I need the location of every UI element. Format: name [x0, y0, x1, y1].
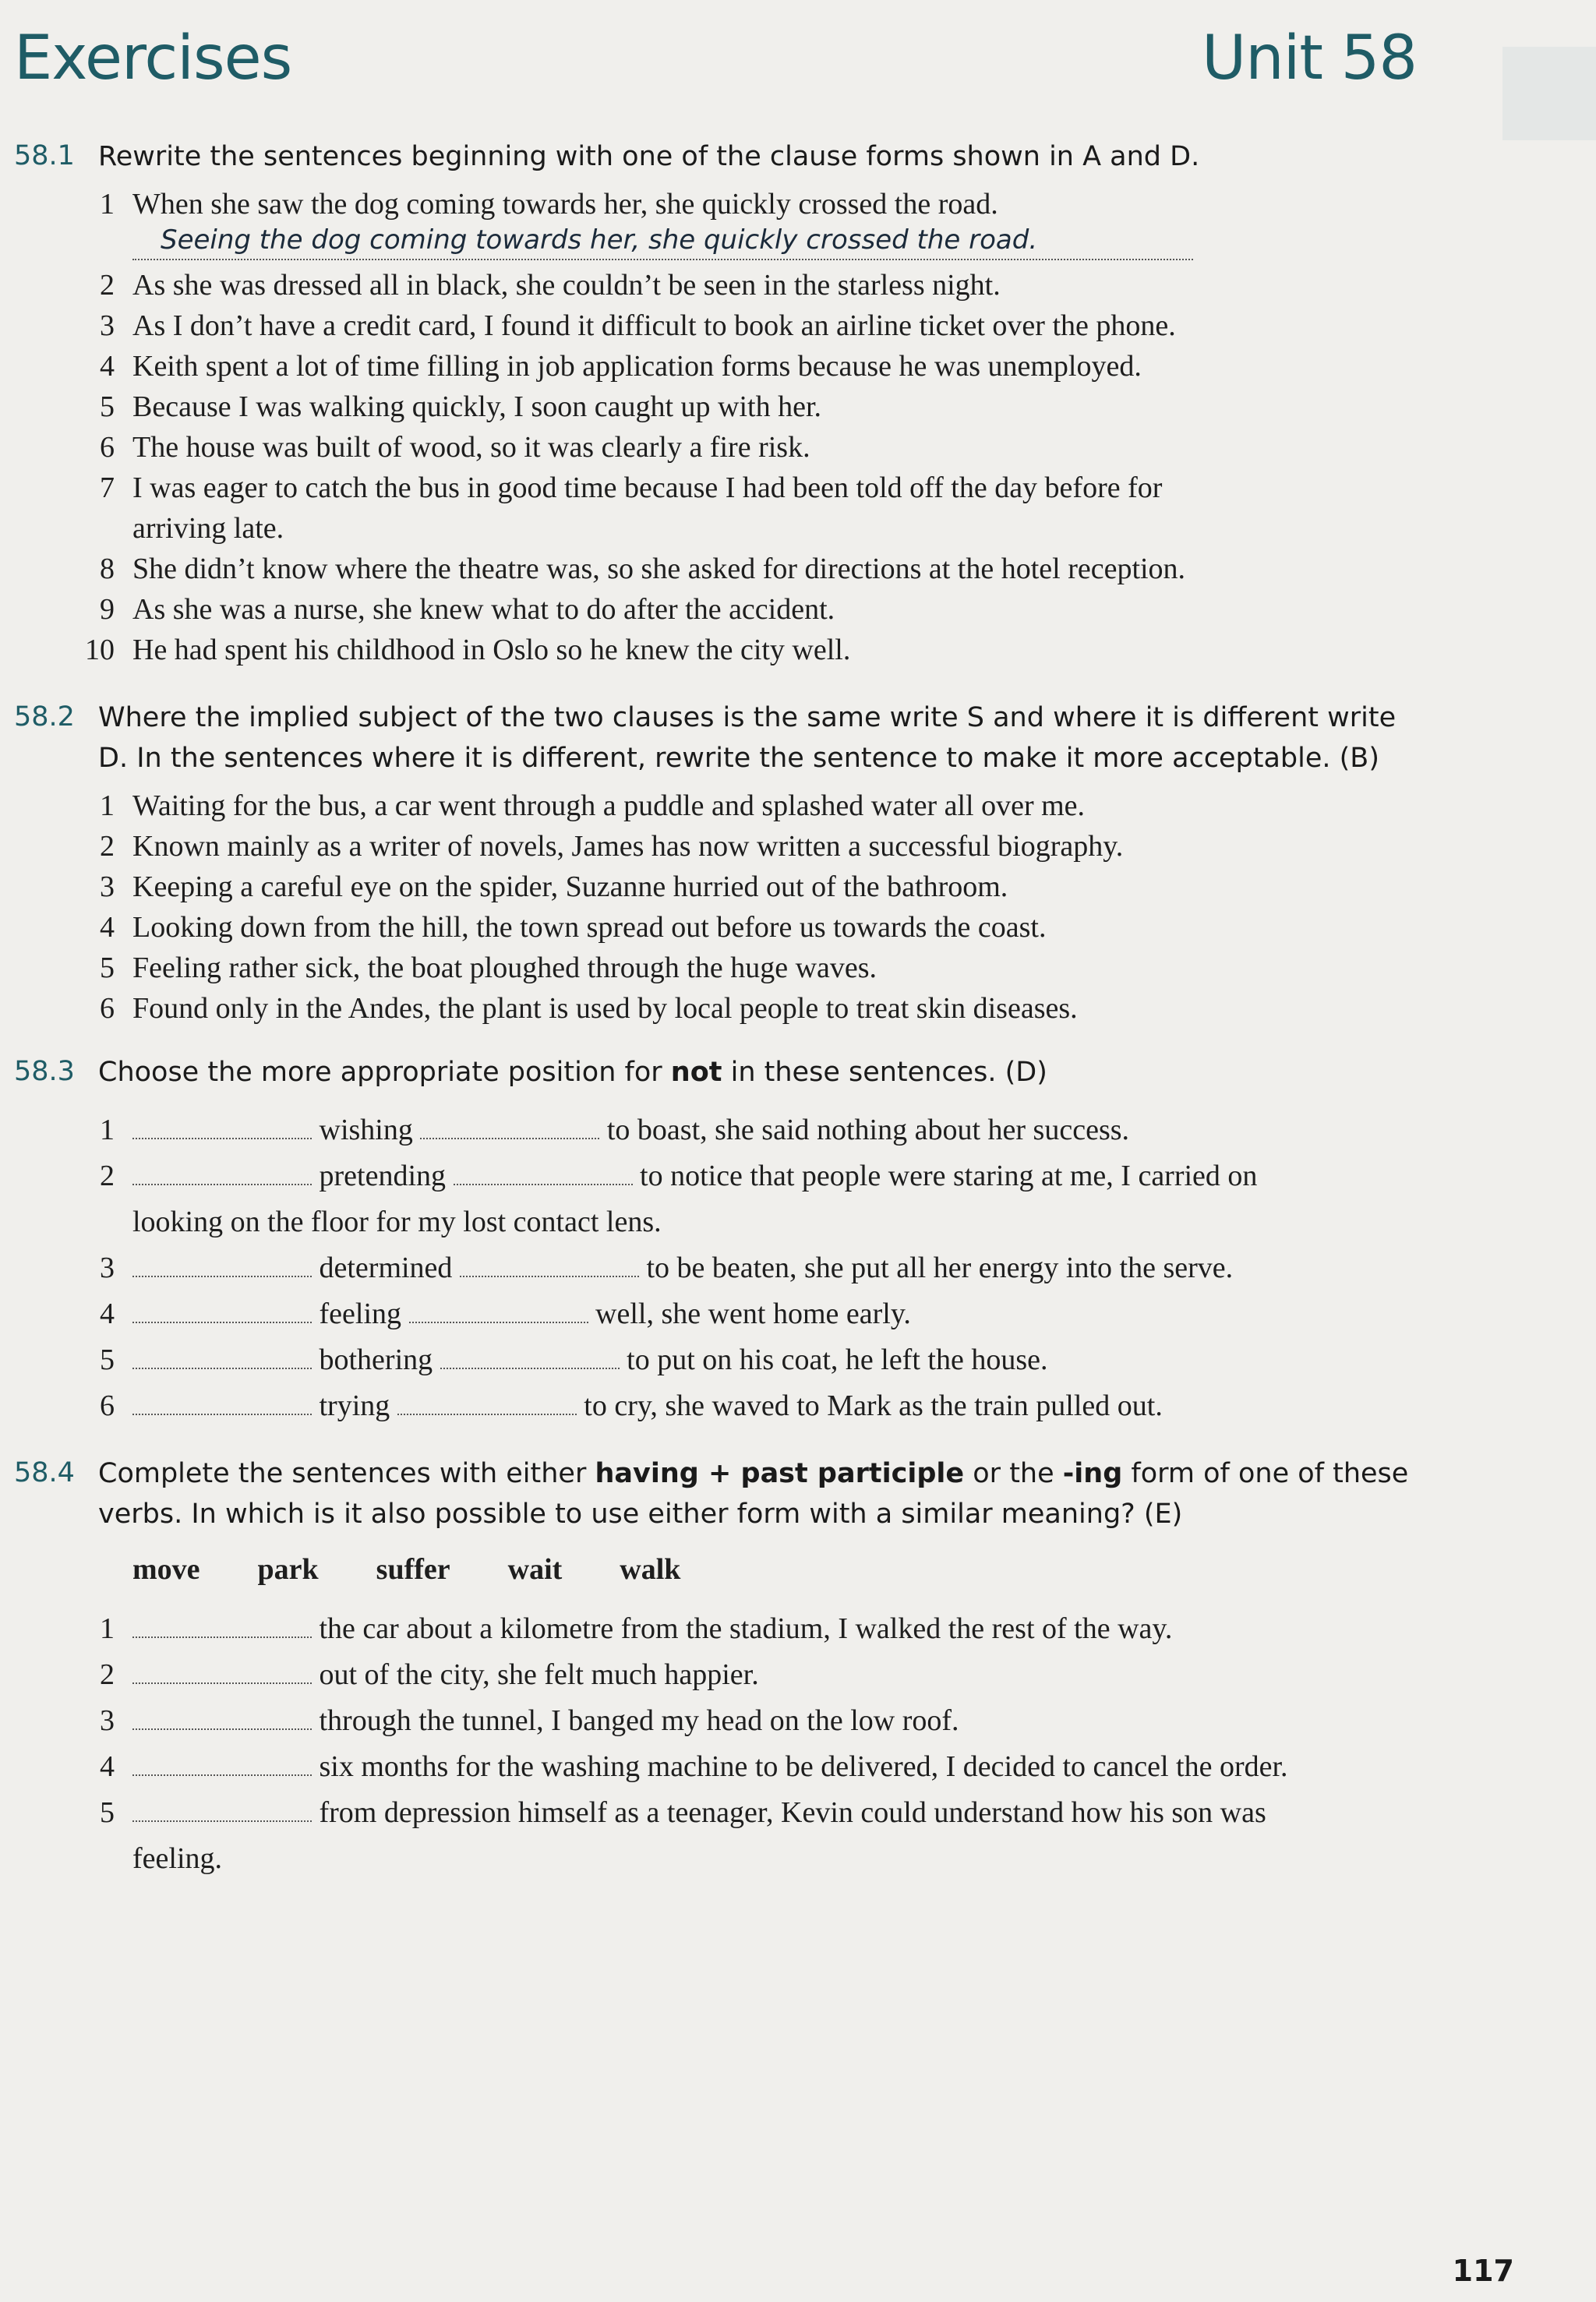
item-text-line2: looking on the floor for my lost contact lens.	[132, 1206, 662, 1238]
item-number: 2	[100, 1658, 115, 1691]
exercise-number: 58.3	[14, 1056, 75, 1087]
instruction-keyword: -ing	[1062, 1458, 1123, 1489]
answer-blank[interactable]	[132, 1114, 312, 1139]
answer-blank[interactable]	[460, 1252, 639, 1277]
page-title: Exercises	[14, 23, 292, 94]
verb-word: wait	[507, 1553, 563, 1586]
answer-blank[interactable]	[454, 1160, 633, 1185]
item-number: 2	[100, 830, 115, 863]
item-text: The house was built of wood, so it was clearly a fire risk.	[132, 431, 810, 464]
item-word: wishing	[319, 1114, 413, 1146]
item-text: Because I was walking quickly, I soon caught up with her.	[132, 390, 822, 423]
answer-blank[interactable]	[132, 1751, 312, 1776]
item-text: to put on his coat, he left the house.	[627, 1343, 1048, 1376]
exercise-instruction	[98, 1052, 1423, 1093]
item-number: 9	[100, 593, 115, 626]
item-number: 6	[100, 992, 115, 1025]
item-number: 8	[100, 553, 115, 585]
answer-blank[interactable]	[420, 1114, 599, 1139]
item-number: 1	[100, 1114, 115, 1146]
answer-blank[interactable]	[409, 1298, 588, 1323]
item-number: 3	[100, 870, 115, 903]
instruction-text: form of one of these	[1122, 1458, 1409, 1489]
item-text: to boast, she said nothing about her success.	[606, 1114, 1130, 1146]
item-text: As I don’t have a credit card, I found it difficult to book an airline ticket over the phone.	[132, 309, 1176, 342]
item-number: 1	[100, 1612, 115, 1645]
answer-blank[interactable]	[440, 1344, 620, 1369]
item-number: 4	[100, 350, 115, 383]
instruction-keyword: not	[670, 1057, 722, 1088]
item-number: 6	[100, 431, 115, 464]
instruction-text: Complete the sentences with either	[98, 1458, 595, 1489]
item-text: As she was a nurse, she knew what to do after the accident.	[132, 593, 835, 626]
item-word: determined	[319, 1252, 453, 1284]
exercise-instruction	[98, 1453, 1423, 1534]
item-text: She didn’t know where the theatre was, so she asked for directions at the hotel reception.	[132, 553, 1186, 585]
item-number: 5	[100, 952, 115, 984]
instruction-text: Choose the more appropriate position for	[98, 1057, 671, 1088]
item-word: pretending	[319, 1160, 447, 1192]
instruction-line-2: verbs. In which is it also possible to use either form with a similar meaning? (E)	[98, 1499, 1183, 1530]
item-text: from depression himself as a teenager, Kevin could understand how his son was	[319, 1796, 1266, 1829]
item-number: 3	[100, 309, 115, 342]
unit-title: Unit 58	[1202, 23, 1417, 94]
item-text: Feeling rather sick, the boat ploughed through the huge waves.	[132, 952, 877, 984]
verb-word: park	[257, 1553, 319, 1586]
exercise-number: 58.4	[14, 1457, 75, 1488]
item-text: the car about a kilometre from the stadium, I walked the rest of the way.	[319, 1612, 1173, 1645]
item-number: 6	[100, 1389, 115, 1422]
exercise-instruction	[98, 697, 1423, 779]
verb-word: walk	[620, 1553, 681, 1586]
item-number: 2	[100, 269, 115, 302]
answer-blank[interactable]	[132, 1797, 312, 1822]
item-text: to notice that people were staring at me, I carried on	[640, 1160, 1258, 1192]
exercise-instruction: Rewrite the sentences beginning with one of the clause forms shown in A and D.	[98, 141, 1200, 172]
item-text: He had spent his childhood in Oslo so he knew the city well.	[132, 634, 851, 666]
item-text: Keith spent a lot of time filling in job application forms because he was unemployed.	[132, 350, 1142, 383]
answer-blank[interactable]	[397, 1390, 577, 1415]
item-number: 5	[100, 1343, 115, 1376]
item-text: through the tunnel, I banged my head on the low roof.	[319, 1704, 959, 1737]
verb-word: suffer	[376, 1553, 450, 1586]
example-answer: Seeing the dog coming towards her, she quickly crossed the road.	[132, 221, 1193, 260]
next-page-edge	[1502, 47, 1596, 140]
item-text: I was eager to catch the bus in good time because I had been told off the day before for	[132, 471, 1163, 504]
item-text-line2: feeling.	[132, 1842, 223, 1875]
item-word: bothering	[319, 1343, 433, 1376]
item-text: As she was dressed all in black, she couldn’t be seen in the starless night.	[132, 269, 1001, 302]
answer-blank[interactable]	[132, 1659, 312, 1684]
item-number: 10	[85, 634, 115, 666]
item-word: feeling	[319, 1298, 402, 1330]
item-number: 4	[100, 911, 115, 944]
item-text: to cry, she waved to Mark as the train pulled out.	[584, 1389, 1163, 1422]
item-number: 3	[100, 1704, 115, 1737]
page-number: 117	[1452, 2254, 1514, 2288]
item-text: Known mainly as a writer of novels, James has now written a successful biography.	[132, 830, 1124, 863]
item-number: 3	[100, 1252, 115, 1284]
item-text: well, she went home early.	[595, 1298, 911, 1330]
item-text: When she saw the dog coming towards her, she quickly crossed the road.	[132, 188, 998, 221]
verb-word-list	[132, 1552, 738, 1587]
item-text-line2: arriving late.	[132, 512, 284, 545]
answer-blank[interactable]	[132, 1252, 312, 1277]
answer-blank[interactable]	[132, 1298, 312, 1323]
instruction-line-1: Where the implied subject of the two clauses is the same write S and where it is different write	[98, 702, 1396, 733]
item-number: 5	[100, 1796, 115, 1829]
answer-blank[interactable]	[132, 1344, 312, 1369]
item-number: 4	[100, 1298, 115, 1330]
answer-blank[interactable]	[132, 1160, 312, 1185]
item-number: 5	[100, 390, 115, 423]
answer-blank[interactable]	[132, 1613, 312, 1638]
item-number: 2	[100, 1160, 115, 1192]
item-word: trying	[319, 1389, 390, 1422]
item-number: 4	[100, 1750, 115, 1783]
item-text: out of the city, she felt much happier.	[319, 1658, 759, 1691]
item-text: Found only in the Andes, the plant is used by local people to treat skin diseases.	[132, 992, 1078, 1025]
answer-blank[interactable]	[132, 1705, 312, 1730]
item-number: 1	[100, 188, 115, 221]
answer-blank[interactable]	[132, 1390, 312, 1415]
item-text: Looking down from the hill, the town spread out before us towards the coast.	[132, 911, 1047, 944]
instruction-line-2: D. In the sentences where it is different, rewrite the sentence to make it more acceptable. (B)	[98, 743, 1379, 774]
item-text: Keeping a careful eye on the spider, Suzanne hurried out of the bathroom.	[132, 870, 1008, 903]
item-text: six months for the washing machine to be delivered, I decided to cancel the order.	[319, 1750, 1288, 1783]
exercise-number: 58.1	[14, 140, 75, 171]
exercise-number: 58.2	[14, 701, 75, 733]
instruction-keyword: having + past participle	[595, 1458, 965, 1489]
item-text: to be beaten, she put all her energy into the serve.	[646, 1252, 1234, 1284]
item-text: Waiting for the bus, a car went through a puddle and splashed water all over me.	[132, 789, 1086, 822]
instruction-text: in these sentences. (D)	[722, 1057, 1047, 1088]
item-number: 1	[100, 789, 115, 822]
verb-word: move	[132, 1553, 200, 1586]
item-number: 7	[100, 471, 115, 504]
instruction-text: or the	[964, 1458, 1063, 1489]
